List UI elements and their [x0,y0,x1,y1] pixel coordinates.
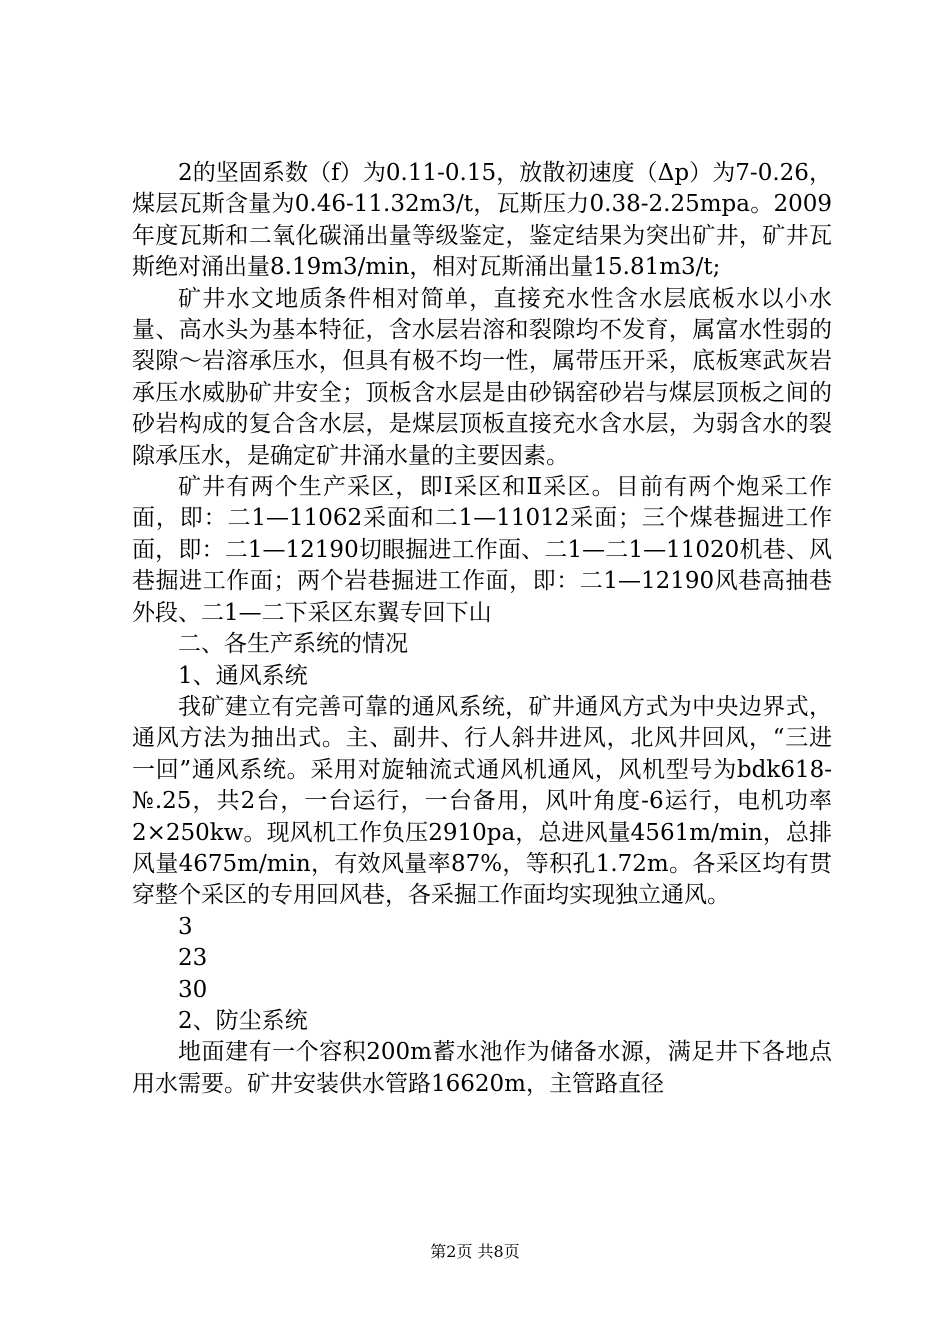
paragraph-gas-parameters: 2的坚固系数（f）为0.11-0.15，放散初速度（Δp）为7-0.26，煤层瓦斯含量为0.46-11.32m3/t，瓦斯压力0.38-2.25mpa。2009年度瓦斯和二氧化碳涌出量等级鉴定，鉴定结果为突出矿井，矿井瓦斯绝对涌出量8.19m3/min，相对瓦斯涌出量15.81m3/t; [132,160,832,281]
paragraph-mining-areas: 矿井有两个生产采区，即Ⅰ采区和Ⅱ采区。目前有两个炮采工作面，即：二1—11062采面和二1—11012采面；三个煤巷掘进工作面，即：二1—12190切眼掘进工作面、二1—二1—11020机巷、风巷掘进工作面；两个岩巷掘进工作面，即：二1—12190风巷高抽巷外段、二1—二下采区东翼专回下山 [132,474,832,626]
section-heading-production-systems: 二、各生产系统的情况 [178,631,408,658]
page-footer: 第2页 共8页 [430,1242,520,1261]
paragraph-dust-prevention: 地面建有一个容积200m蓄水池作为储备水源，满足井下各地点用水需要。矿井安装供水管路16620m，主管路直径 [132,1039,832,1097]
paragraph-hydrogeology: 矿井水文地质条件相对简单，直接充水性含水层底板水以小水量、高水头为基本特征，含水层岩溶和裂隙均不发育，属富水性弱的裂隙～岩溶承压水，但具有极不均一性，属带压开采，底板寒武灰岩承压水威胁矿井安全；顶板含水层是由砂锅窑砂岩与煤层顶板之间的砂岩构成的复合含水层，是煤层顶板直接充水含水层，为弱含水的裂隙承压水，是确定矿井涌水量的主要因素。 [132,285,832,469]
document-body [132,158,832,1100]
paragraph-ventilation: 我矿建立有完善可靠的通风系统，矿井通风方式为中央边界式，通风方法为抽出式。主、副井、行人斜井进风，北风井回风，“三进一回”通风系统。采用对旋轴流式通风机通风，风机型号为bdk618-№.25，共2台，一台运行，一台备用，风叶角度-6运行，电机功率2×250kw。现风机工作负压2910pa，总进风量4561m/min，总排风量4675m/min，有效风量率87%，等积孔1.72m。各采区均有贯穿整个采区的专用回风巷，各采掘工作面均实现独立通风。 [132,693,832,909]
stray-number-line: 3 [178,913,193,940]
stray-number-line: 30 [178,976,208,1003]
subheading-ventilation-system: 1、通风系统 [178,662,308,689]
stray-number-line: 23 [178,945,208,972]
subheading-dust-prevention-system: 2、防尘系统 [178,1007,308,1034]
